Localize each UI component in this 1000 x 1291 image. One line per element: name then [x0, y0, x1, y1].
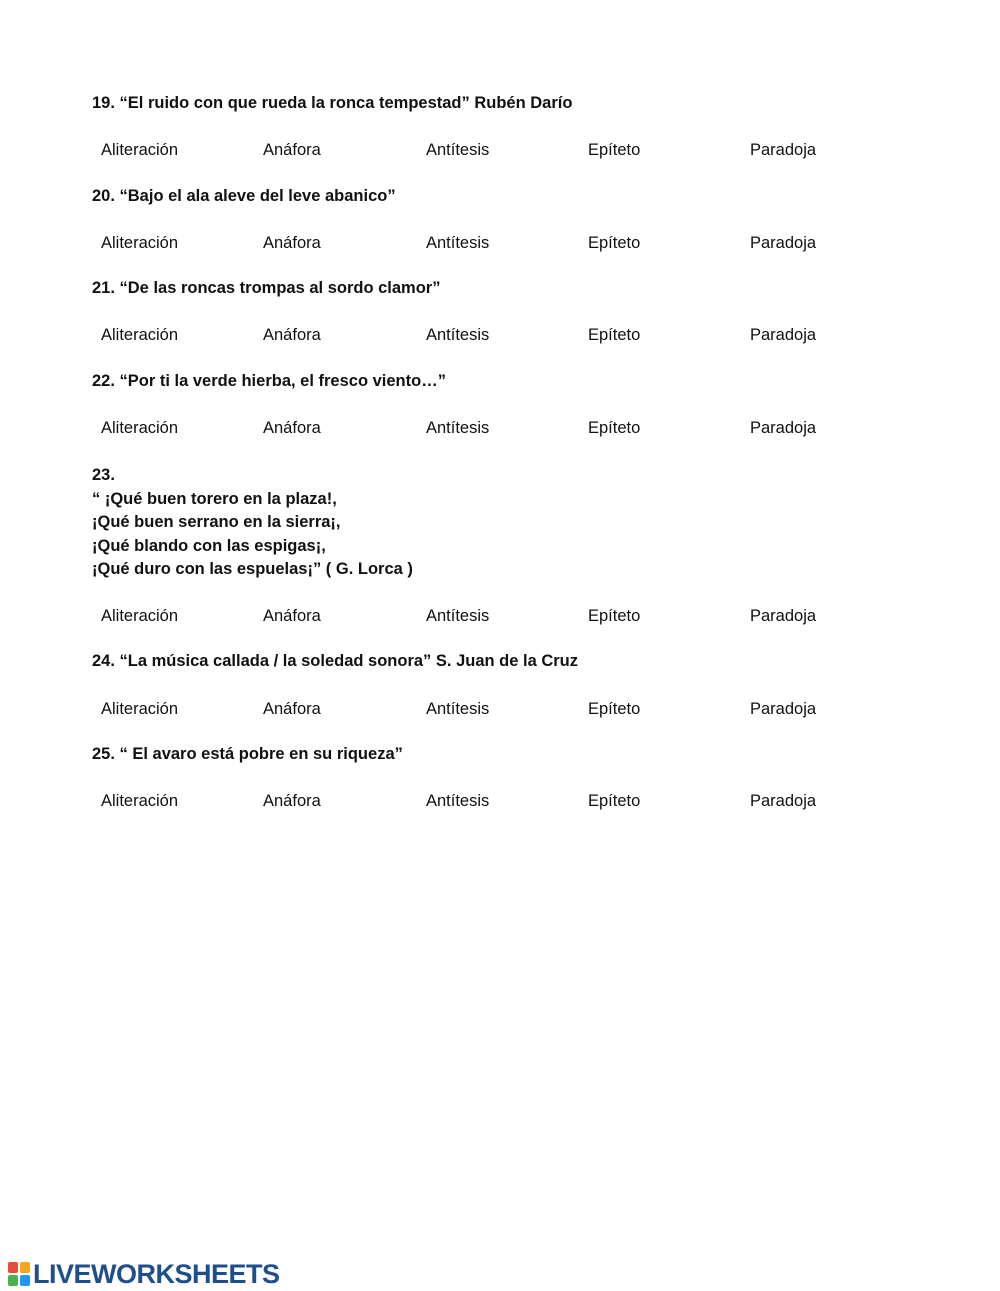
- option-anafora[interactable]: Anáfora: [263, 607, 321, 625]
- question-23-line: ¡Qué buen serrano en la sierra¡,: [92, 513, 341, 531]
- logo-square: [8, 1262, 18, 1273]
- option-paradoja[interactable]: Paradoja: [750, 326, 817, 344]
- option-anafora[interactable]: Anáfora: [263, 700, 321, 718]
- logo-square: [20, 1262, 30, 1273]
- option-epiteto[interactable]: Epíteto: [588, 792, 641, 810]
- option-epiteto[interactable]: Epíteto: [588, 419, 641, 437]
- question-23-text: [92, 464, 413, 582]
- question-24-options: [101, 698, 961, 720]
- question-23-line: ¡Qué duro con las espuelas¡” ( G. Lorca ): [92, 560, 413, 578]
- question-23-options: [101, 605, 961, 627]
- option-paradoja[interactable]: Paradoja: [750, 792, 817, 810]
- liveworksheets-logo-icon: [8, 1262, 30, 1286]
- question-24-title: 24. “La música callada / la soledad sonora” S. Juan de la Cruz: [92, 652, 579, 670]
- option-paradoja[interactable]: Paradoja: [750, 234, 817, 252]
- option-paradoja[interactable]: Paradoja: [750, 141, 817, 159]
- question-19-options: [101, 139, 961, 161]
- question-23-line: 23.: [92, 466, 115, 484]
- logo-square: [8, 1275, 18, 1286]
- question-25-options: [101, 790, 961, 812]
- option-aliteracion[interactable]: Aliteración: [101, 700, 179, 718]
- option-paradoja[interactable]: Paradoja: [750, 700, 817, 718]
- option-aliteracion[interactable]: Aliteración: [101, 234, 179, 252]
- question-21-options: [101, 324, 961, 346]
- option-aliteracion[interactable]: Aliteración: [101, 419, 179, 437]
- option-anafora[interactable]: Anáfora: [263, 141, 321, 159]
- option-anafora[interactable]: Anáfora: [263, 792, 321, 810]
- option-aliteracion[interactable]: Aliteración: [101, 607, 179, 625]
- question-21-title: 21. “De las roncas trompas al sordo clamor”: [92, 279, 441, 297]
- question-22-title: 22. “Por ti la verde hierba, el fresco viento…”: [92, 372, 446, 390]
- option-antitesis[interactable]: Antítesis: [426, 234, 490, 252]
- option-epiteto[interactable]: Epíteto: [588, 326, 641, 344]
- option-aliteracion[interactable]: Aliteración: [101, 141, 179, 159]
- option-antitesis[interactable]: Antítesis: [426, 141, 490, 159]
- option-epiteto[interactable]: Epíteto: [588, 607, 641, 625]
- option-paradoja[interactable]: Paradoja: [750, 607, 817, 625]
- option-aliteracion[interactable]: Aliteración: [101, 326, 179, 344]
- option-epiteto[interactable]: Epíteto: [588, 234, 641, 252]
- logo-square: [20, 1275, 30, 1286]
- question-23-line: “ ¡Qué buen torero en la plaza!,: [92, 489, 337, 508]
- question-20-options: [101, 232, 961, 254]
- option-antitesis[interactable]: Antítesis: [426, 419, 490, 437]
- option-epiteto[interactable]: Epíteto: [588, 700, 641, 718]
- option-anafora[interactable]: Anáfora: [263, 326, 321, 344]
- question-25-title: 25. “ El avaro está pobre en su riqueza”: [92, 745, 403, 763]
- option-antitesis[interactable]: Antítesis: [426, 700, 490, 718]
- option-paradoja[interactable]: Paradoja: [750, 419, 817, 437]
- option-antitesis[interactable]: Antítesis: [426, 326, 490, 344]
- option-anafora[interactable]: Anáfora: [263, 234, 321, 252]
- option-aliteracion[interactable]: Aliteración: [101, 792, 179, 810]
- option-antitesis[interactable]: Antítesis: [426, 792, 490, 810]
- question-19-title: 19. “El ruido con que rueda la ronca tempestad” Rubén Darío: [92, 94, 573, 112]
- question-20-title: 20. “Bajo el ala aleve del leve abanico”: [92, 187, 396, 205]
- option-antitesis[interactable]: Antítesis: [426, 607, 490, 625]
- question-22-options: [101, 417, 961, 439]
- option-epiteto[interactable]: Epíteto: [588, 141, 641, 159]
- logo-text: LIVEWORKSHEETS: [33, 1259, 280, 1289]
- option-anafora[interactable]: Anáfora: [263, 419, 321, 437]
- question-23-line: ¡Qué blando con las espigas¡,: [92, 536, 326, 555]
- liveworksheets-logo: [8, 1259, 280, 1289]
